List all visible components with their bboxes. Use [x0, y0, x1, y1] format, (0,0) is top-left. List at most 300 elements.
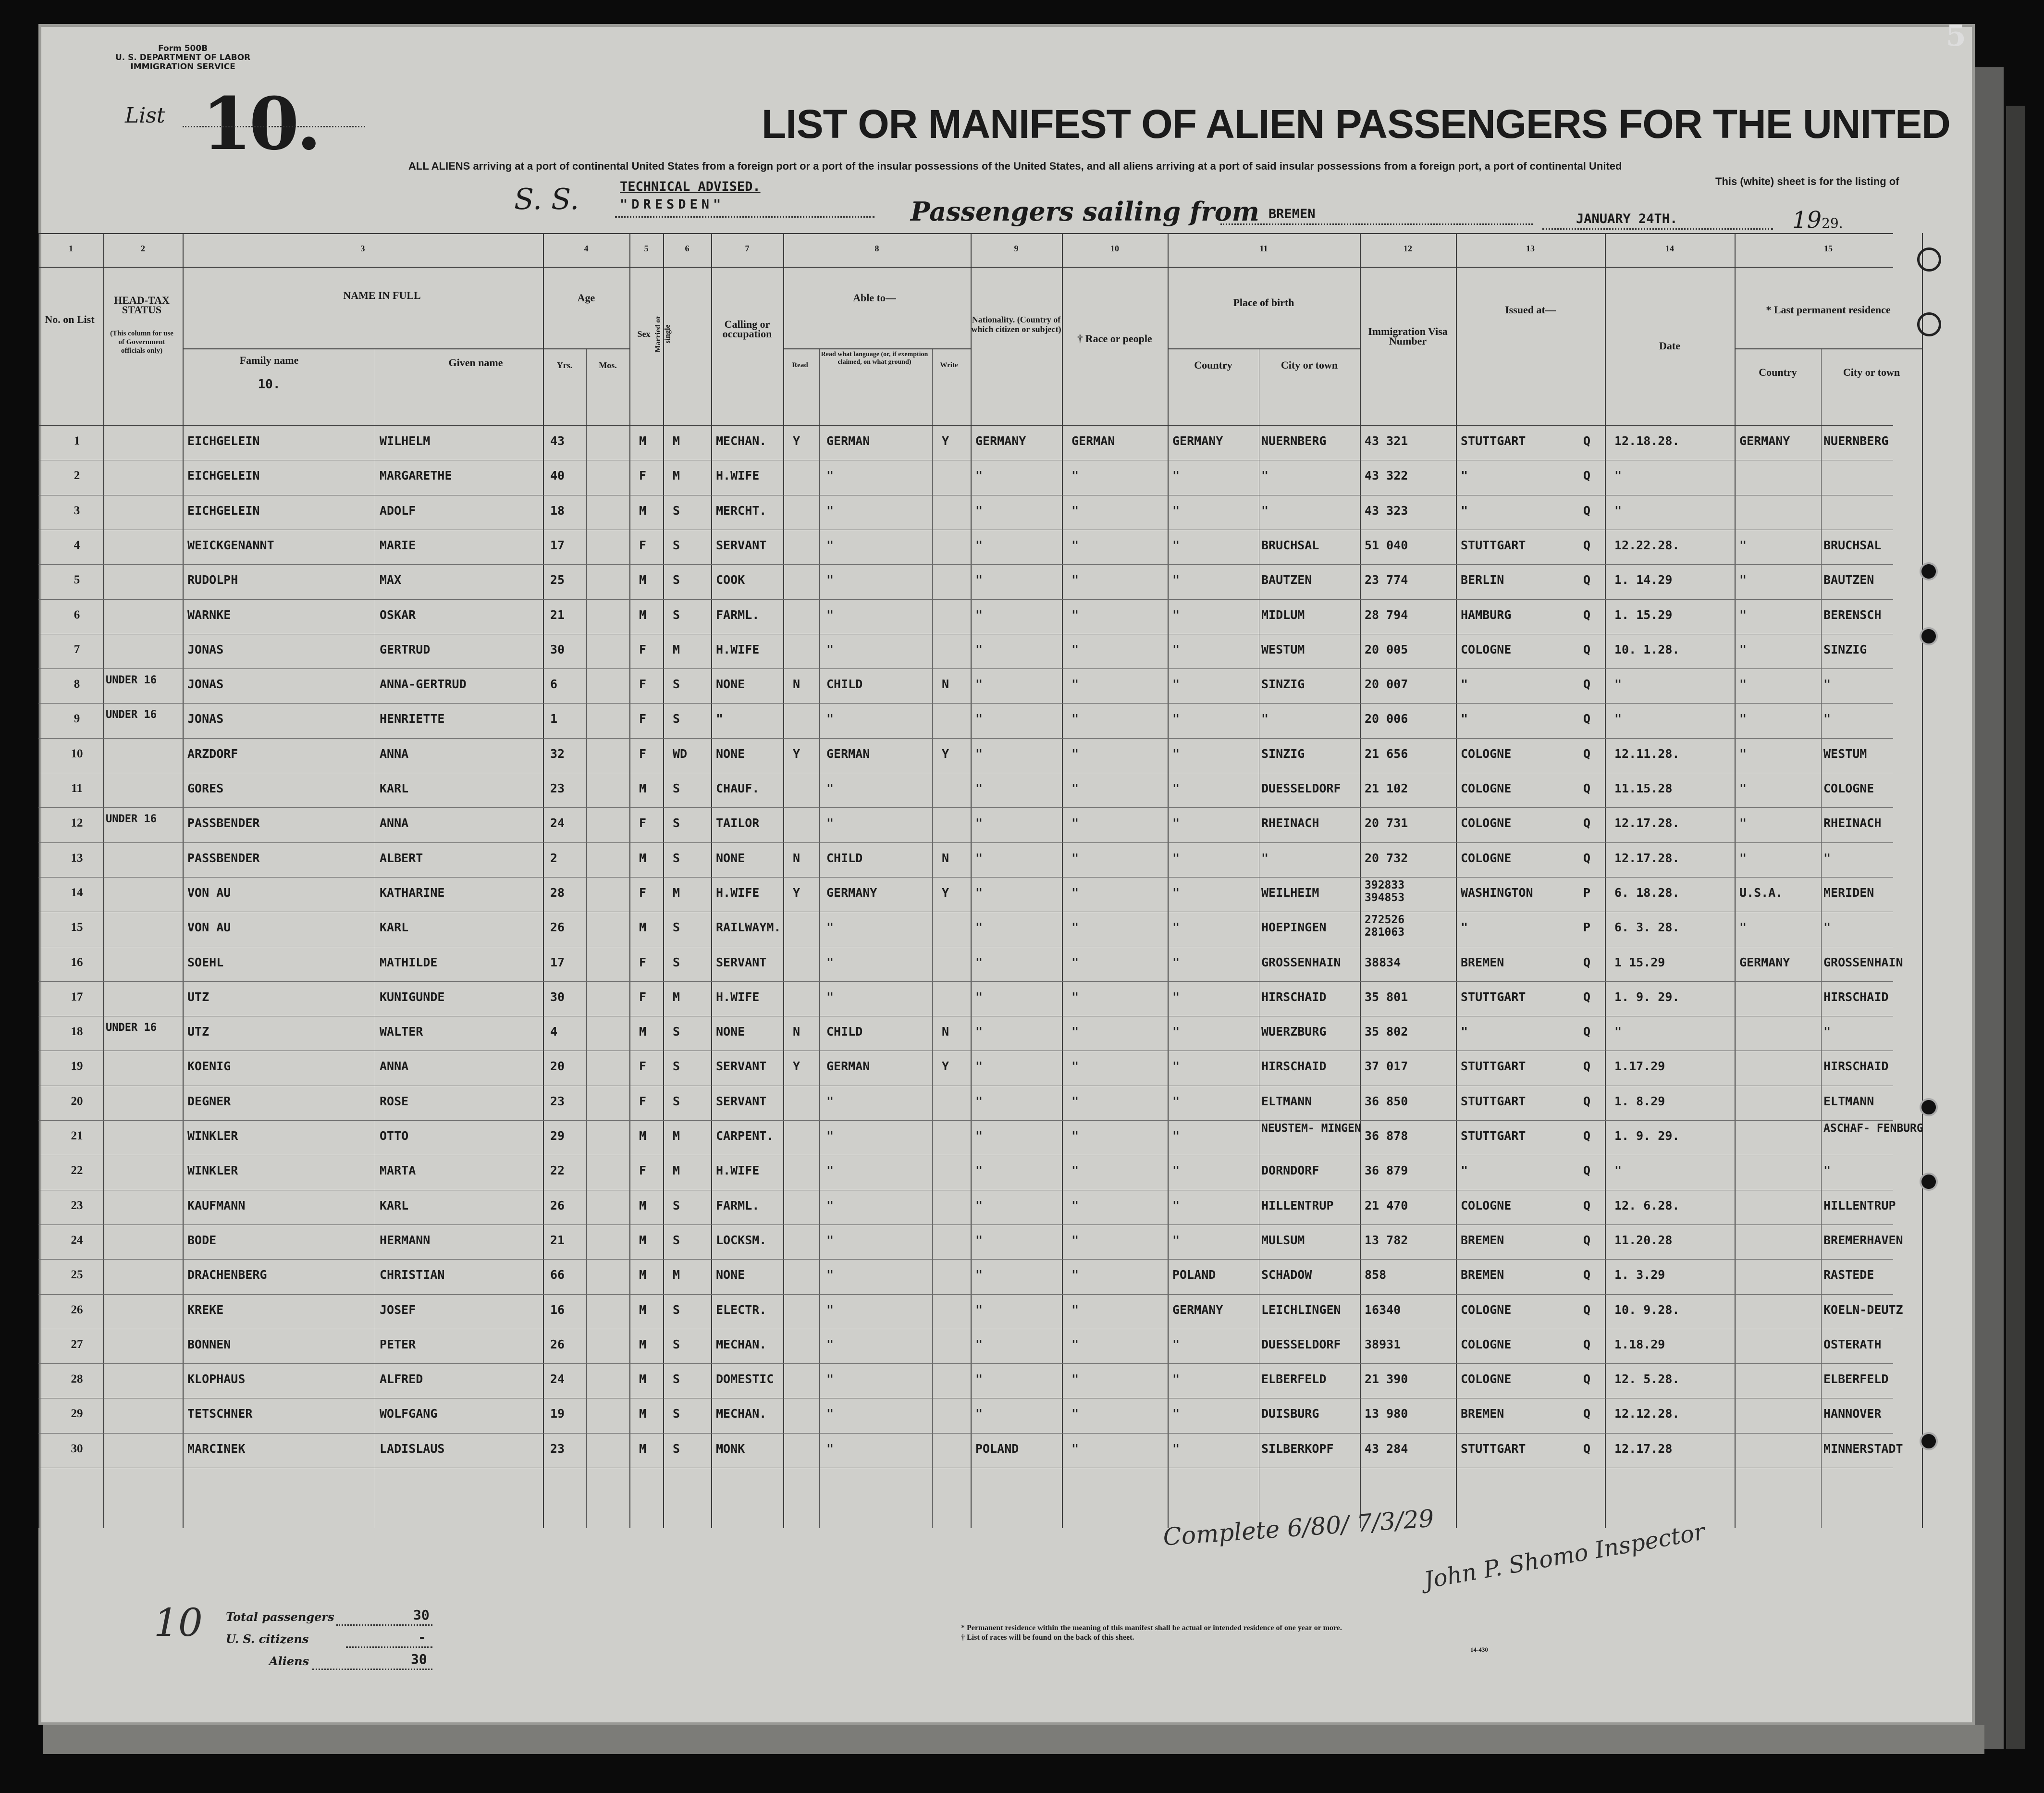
- cell-bcity: ELBERFELD: [1261, 1372, 1327, 1386]
- cell-yrs: 25: [550, 573, 565, 587]
- cell-nat: ": [975, 1129, 983, 1143]
- cell-lang: ": [826, 1441, 834, 1456]
- cell-date: 11.20.28: [1614, 1233, 1673, 1247]
- footnotes: [961, 1623, 1342, 1643]
- cell-q: Q: [1583, 1407, 1591, 1421]
- cell-rcity: HANNOVER: [1823, 1407, 1882, 1421]
- cell-yrs: 4: [550, 1025, 558, 1039]
- cell-bcity: DUESSELDORF: [1261, 781, 1341, 795]
- aliens-value: 30: [411, 1651, 427, 1667]
- cell-q: Q: [1583, 642, 1591, 656]
- cell-bcountry: ": [1172, 1337, 1180, 1351]
- cell-q: Q: [1583, 955, 1591, 969]
- cell-write: Y: [942, 885, 949, 900]
- form-code: 14-430: [1470, 1646, 1488, 1653]
- cell-rcountry: ": [1739, 642, 1747, 656]
- cell-tax: UNDER 16: [106, 813, 157, 826]
- cell-ms: S: [673, 677, 680, 692]
- column-divider: [711, 233, 712, 1528]
- cell-q: Q: [1583, 1025, 1591, 1039]
- cell-given: ANNA-GERTRUD: [380, 677, 467, 692]
- cell-ms: S: [673, 1094, 680, 1108]
- column-number: 12: [1404, 244, 1412, 253]
- cell-rcountry: GERMANY: [1739, 434, 1790, 448]
- cell-rcity: HIRSCHAID: [1823, 1059, 1889, 1074]
- cell-sex: F: [639, 955, 647, 969]
- row-divider: [38, 703, 1893, 704]
- cell-given: KARL: [380, 920, 409, 935]
- cell-occ: SERVANT: [716, 538, 767, 552]
- cell-issued: COLOGNE: [1461, 1198, 1512, 1212]
- cell-family: KAUFMANN: [187, 1198, 246, 1212]
- cell-nat: ": [975, 1302, 983, 1317]
- cell-date: 6. 3. 28.: [1614, 920, 1680, 935]
- sailing-label: Passengers sailing from: [911, 196, 1259, 227]
- cell-occ: H.WIFE: [716, 989, 760, 1004]
- cell-visa: 38834: [1365, 955, 1401, 969]
- cell-q: Q: [1583, 1129, 1591, 1143]
- manifest-title: LIST OR MANIFEST OF ALIEN PASSENGERS FOR THE UNITED: [762, 101, 1950, 147]
- cell-nat: ": [975, 920, 983, 935]
- cell-issued: ": [1461, 1025, 1468, 1039]
- hdr-name-in-full: NAME IN FULL: [343, 289, 421, 301]
- form-line-1: Form 500B: [158, 44, 208, 53]
- cell-occ: H.WIFE: [716, 1163, 760, 1178]
- cell-issued: COLOGNE: [1461, 1302, 1512, 1317]
- cell-q: P: [1583, 920, 1591, 935]
- column-number: 2: [141, 244, 145, 253]
- cell-visa: 35 801: [1365, 989, 1408, 1004]
- cell-q: Q: [1583, 816, 1591, 830]
- cell-occ: MECHAN.: [716, 1337, 767, 1351]
- cell-race: ": [1071, 1372, 1079, 1386]
- cell-family: WEICKGENANNT: [187, 538, 274, 552]
- cell-no: 12: [71, 816, 83, 830]
- cell-date: 12.11.28.: [1614, 746, 1680, 761]
- binding-hole: [1920, 1098, 1938, 1116]
- cell-no: 18: [71, 1025, 83, 1039]
- cell-race: ": [1071, 920, 1079, 935]
- cell-ms: S: [673, 1337, 680, 1351]
- cell-family: SOEHL: [187, 955, 224, 969]
- column-divider: [971, 233, 972, 1528]
- hdr-read-language: Read what language (or, if exemption claimed, on what ground): [821, 351, 928, 366]
- column-divider: [1605, 233, 1606, 1528]
- cell-visa: 858: [1365, 1268, 1387, 1282]
- cell-bcountry: ": [1172, 746, 1180, 761]
- cell-sex: M: [639, 573, 647, 587]
- cell-visa: 21 390: [1365, 1372, 1408, 1386]
- cell-race: ": [1071, 1233, 1079, 1247]
- cell-lang: ": [826, 989, 834, 1004]
- cell-sex: F: [639, 712, 647, 726]
- cell-read: Y: [793, 885, 800, 900]
- cell-visa: 20 731: [1365, 816, 1408, 830]
- cell-ms: S: [673, 1025, 680, 1039]
- cell-bcountry: ": [1172, 503, 1180, 518]
- cell-bcity: DUISBURG: [1261, 1407, 1319, 1421]
- date-underline: [1542, 228, 1773, 230]
- cell-ms: S: [673, 1372, 680, 1386]
- row-divider: [38, 1363, 1893, 1364]
- cell-no: 15: [71, 921, 83, 934]
- cell-family: ARZDORF: [187, 746, 238, 761]
- cell-bcountry: ": [1172, 1233, 1180, 1247]
- cell-no: 19: [71, 1060, 83, 1073]
- cell-date: ": [1614, 503, 1622, 518]
- hdr-birth-country: Country: [1194, 359, 1232, 371]
- cell-sex: F: [639, 677, 647, 692]
- cell-occ: SERVANT: [716, 1094, 767, 1108]
- cell-yrs: 21: [550, 1233, 565, 1247]
- cell-race: ": [1071, 1441, 1079, 1456]
- cell-issued: STUTTGART: [1461, 434, 1526, 448]
- cell-issued: BERLIN: [1461, 573, 1504, 587]
- cell-occ: NONE: [716, 746, 745, 761]
- cell-family: UTZ: [187, 989, 209, 1004]
- cell-bcity: RHEINACH: [1261, 816, 1319, 830]
- cell-ms: S: [673, 781, 680, 795]
- year-prefix: 19: [1792, 207, 1822, 234]
- column-divider: [1735, 233, 1736, 1528]
- sailing-port: BREMEN: [1268, 207, 1316, 222]
- cell-issued: COLOGNE: [1461, 746, 1512, 761]
- cell-bcity: WUERZBURG: [1261, 1025, 1327, 1039]
- cell-issued: ": [1461, 712, 1468, 726]
- cell-bcountry: ": [1172, 1198, 1180, 1212]
- cell-given: ADOLF: [380, 503, 416, 518]
- row-divider: [38, 981, 1893, 982]
- cell-yrs: 16: [550, 1302, 565, 1317]
- cell-yrs: 66: [550, 1268, 565, 1282]
- cell-q: Q: [1583, 1337, 1591, 1351]
- cell-visa: 392833 394853: [1365, 878, 1405, 904]
- cell-date: 12. 6.28.: [1614, 1198, 1680, 1212]
- cell-bcity: NEUSTEM- MINGEN: [1261, 1122, 1361, 1135]
- cell-visa: 35 802: [1365, 1025, 1408, 1039]
- binding-hole: [1920, 1173, 1938, 1191]
- cell-nat: ": [975, 851, 983, 865]
- cell-rcountry: ": [1739, 781, 1747, 795]
- cell-occ: NONE: [716, 851, 745, 865]
- cell-date: 12.18.28.: [1614, 434, 1680, 448]
- cell-nat: ": [975, 1198, 983, 1212]
- cell-occ: SERVANT: [716, 1059, 767, 1074]
- hdr-last-residence: * Last permanent residence: [1766, 304, 1891, 316]
- cell-visa: 23 774: [1365, 573, 1408, 587]
- sub-column-divider: [932, 348, 933, 1528]
- cell-lang: GERMAN: [826, 746, 870, 761]
- cell-race: ": [1071, 1129, 1079, 1143]
- cell-occ: CHAUF.: [716, 781, 760, 795]
- cell-sex: M: [639, 1337, 647, 1351]
- cell-write: Y: [942, 746, 949, 761]
- cell-lang: CHILD: [826, 1025, 863, 1039]
- cell-family: JONAS: [187, 677, 224, 692]
- aliens-dots: [312, 1669, 432, 1670]
- cell-lang: ": [826, 469, 834, 483]
- cell-yrs: 19: [550, 1407, 565, 1421]
- sub-header-divider: [543, 348, 629, 349]
- cell-sex: F: [639, 989, 647, 1004]
- cell-yrs: 30: [550, 989, 565, 1004]
- cell-ms: S: [673, 851, 680, 865]
- cell-family: RUDOLPH: [187, 573, 238, 587]
- cell-occ: SERVANT: [716, 955, 767, 969]
- cell-sex: F: [639, 1094, 647, 1108]
- cell-bcity: ELTMANN: [1261, 1094, 1312, 1108]
- cell-nat: ": [975, 469, 983, 483]
- cell-bcountry: ": [1172, 816, 1180, 830]
- cell-bcountry: ": [1172, 573, 1180, 587]
- cell-bcity: LEICHLINGEN: [1261, 1302, 1341, 1317]
- cell-yrs: 26: [550, 1198, 565, 1212]
- cell-lang: CHILD: [826, 677, 863, 692]
- page-number: 5: [1946, 19, 1966, 53]
- cell-lang: GERMANY: [826, 885, 877, 900]
- cell-given: WILHELM: [380, 434, 431, 448]
- cell-rcity: ": [1823, 1025, 1831, 1039]
- cell-issued: STUTTGART: [1461, 538, 1526, 552]
- cell-no: 14: [71, 886, 83, 899]
- cell-no: 1: [74, 434, 80, 447]
- cell-no: 28: [71, 1373, 83, 1386]
- cell-family: TETSCHNER: [187, 1407, 253, 1421]
- manifest-subtitle-2: This (white) sheet is for the listing of: [1715, 175, 1899, 187]
- cell-nat: ": [975, 885, 983, 900]
- cell-sex: M: [639, 1233, 647, 1247]
- cell-nat: ": [975, 816, 983, 830]
- cell-nat: ": [975, 1233, 983, 1247]
- cell-q: Q: [1583, 607, 1591, 622]
- cell-given: MARTA: [380, 1163, 416, 1178]
- cell-family: GORES: [187, 781, 224, 795]
- cell-visa: 20 006: [1365, 712, 1408, 726]
- cell-no: 13: [71, 851, 83, 865]
- total-passengers-value: 30: [413, 1607, 430, 1623]
- cell-family: DEGNER: [187, 1094, 231, 1108]
- cell-q: P: [1583, 885, 1591, 900]
- cell-bcity: MIDLUM: [1261, 607, 1305, 622]
- hdr-married: Married or single: [654, 315, 672, 353]
- cell-no: 2: [74, 469, 80, 482]
- total-passengers-label: Total passengers: [226, 1610, 334, 1624]
- hdr-no-on-list: No. on List: [45, 313, 95, 325]
- cell-issued: ": [1461, 677, 1468, 692]
- cell-bcity: BAUTZEN: [1261, 573, 1312, 587]
- cell-write: Y: [942, 1059, 949, 1074]
- cell-bcity: DUESSELDORF: [1261, 1337, 1341, 1351]
- cell-visa: 36 879: [1365, 1163, 1408, 1178]
- cell-ms: S: [673, 712, 680, 726]
- cell-rcity: ELTMANN: [1823, 1094, 1874, 1108]
- cell-yrs: 24: [550, 816, 565, 830]
- cell-sex: M: [639, 1129, 647, 1143]
- cell-nat: ": [975, 573, 983, 587]
- cell-bcity: ": [1261, 851, 1269, 865]
- cell-nat: POLAND: [975, 1441, 1019, 1456]
- cell-family: KOENIG: [187, 1059, 231, 1074]
- cell-visa: 36 850: [1365, 1094, 1408, 1108]
- cell-issued: WASHINGTON: [1461, 885, 1533, 900]
- cell-visa: 28 794: [1365, 607, 1408, 622]
- cell-race: ": [1071, 816, 1079, 830]
- column-number: 4: [584, 244, 589, 253]
- cell-no: 30: [71, 1442, 83, 1455]
- cell-occ: MECHAN.: [716, 434, 767, 448]
- cell-nat: ": [975, 955, 983, 969]
- list-number: 10.: [202, 82, 319, 166]
- cell-ms: S: [673, 1059, 680, 1074]
- cell-given: WOLFGANG: [380, 1407, 438, 1421]
- cell-no: 4: [74, 538, 80, 552]
- hdr-date: Date: [1659, 340, 1680, 352]
- cell-q: Q: [1583, 1198, 1591, 1212]
- cell-read: Y: [793, 434, 800, 448]
- cell-given: HENRIETTE: [380, 712, 445, 726]
- cell-sex: M: [639, 607, 647, 622]
- cell-race: ": [1071, 989, 1079, 1004]
- cell-visa: 20 005: [1365, 642, 1408, 656]
- cell-nat: ": [975, 642, 983, 656]
- hdr-given-name: Given name: [448, 357, 503, 369]
- cell-q: Q: [1583, 538, 1591, 552]
- cell-rcountry: ": [1739, 851, 1747, 865]
- cell-given: GERTRUD: [380, 642, 431, 656]
- cell-q: Q: [1583, 573, 1591, 587]
- cell-race: ": [1071, 1302, 1079, 1317]
- cell-ms: S: [673, 1407, 680, 1421]
- cell-nat: ": [975, 1337, 983, 1351]
- cell-no: 26: [71, 1303, 83, 1316]
- cell-q: Q: [1583, 989, 1591, 1004]
- cell-write: N: [942, 1025, 949, 1039]
- cell-sex: M: [639, 781, 647, 795]
- cell-race: ": [1071, 851, 1079, 865]
- cell-rcity: ": [1823, 712, 1831, 726]
- cell-q: Q: [1583, 746, 1591, 761]
- column-number: 9: [1014, 244, 1019, 253]
- cell-no: 24: [71, 1233, 83, 1247]
- cell-visa: 37 017: [1365, 1059, 1408, 1074]
- cell-date: 1. 8.29: [1614, 1094, 1665, 1108]
- cell-bcity: ": [1261, 712, 1269, 726]
- cell-yrs: 23: [550, 1441, 565, 1456]
- cell-sex: M: [639, 1441, 647, 1456]
- footnote-races: † List of races will be found on the back of this sheet.: [961, 1633, 1134, 1642]
- cell-date: 12.12.28.: [1614, 1407, 1680, 1421]
- cell-date: 1. 14.29: [1614, 573, 1673, 587]
- cell-date: 1 15.29: [1614, 955, 1665, 969]
- cell-q: Q: [1583, 677, 1591, 692]
- hdr-head-tax: HEAD-TAX STATUS: [114, 294, 170, 316]
- cell-bcountry: ": [1172, 989, 1180, 1004]
- cell-q: Q: [1583, 851, 1591, 865]
- cell-ms: M: [673, 1163, 680, 1178]
- cell-rcity: RHEINACH: [1823, 816, 1882, 830]
- cell-no: 11: [71, 782, 83, 795]
- cell-bcountry: ": [1172, 677, 1180, 692]
- cell-rcountry: ": [1739, 538, 1747, 552]
- cell-rcity: ": [1823, 851, 1831, 865]
- cell-bcountry: ": [1172, 851, 1180, 865]
- cell-rcountry: U.S.A.: [1739, 885, 1783, 900]
- manifest-subtitle: ALL ALIENS arriving at a port of continental United States from a foreign port or a port of the insular possessions of the United States, and all aliens arriving at a port of said insular possessions from a foreign port, a port of continental United: [408, 160, 1622, 172]
- cell-race: ": [1071, 1163, 1079, 1178]
- cell-sex: M: [639, 1302, 647, 1317]
- cell-date: 12.17.28.: [1614, 816, 1680, 830]
- cell-visa: 21 656: [1365, 746, 1408, 761]
- cell-occ: H.WIFE: [716, 642, 760, 656]
- cell-visa: 13 782: [1365, 1233, 1408, 1247]
- cell-occ: CARPENT.: [716, 1129, 774, 1143]
- cell-lang: ": [826, 1094, 834, 1108]
- cell-lang: ": [826, 1407, 834, 1421]
- cell-given: KATHARINE: [380, 885, 445, 900]
- cell-given: OSKAR: [380, 607, 416, 622]
- cell-lang: ": [826, 642, 834, 656]
- cell-issued: COLOGNE: [1461, 816, 1512, 830]
- cell-sex: F: [639, 1059, 647, 1074]
- cell-bcity: SCHADOW: [1261, 1268, 1312, 1282]
- cell-given: WALTER: [380, 1025, 423, 1039]
- cell-occ: TAILOR: [716, 816, 760, 830]
- cell-rcity: SINZIG: [1823, 642, 1867, 656]
- ss-label: S. S.: [514, 183, 579, 216]
- cell-given: LADISLAUS: [380, 1441, 445, 1456]
- cell-ms: S: [673, 955, 680, 969]
- cell-ms: M: [673, 1129, 680, 1143]
- sheet-bottom-edge: [43, 1725, 1984, 1754]
- row-divider: [38, 599, 1893, 600]
- cell-rcountry: ": [1739, 607, 1747, 622]
- hdr-list-ref: 10.: [258, 377, 281, 392]
- cell-visa: 20 007: [1365, 677, 1408, 692]
- citizens-dots: [346, 1646, 432, 1648]
- cell-yrs: 18: [550, 503, 565, 518]
- cell-nat: ": [975, 1372, 983, 1386]
- cell-ms: M: [673, 642, 680, 656]
- form-line-2: U. S. DEPARTMENT OF LABOR: [115, 53, 251, 62]
- cell-lang: ": [826, 1268, 834, 1282]
- cell-bcountry: ": [1172, 885, 1180, 900]
- cell-race: ": [1071, 1025, 1079, 1039]
- row-divider: [38, 1120, 1893, 1121]
- cell-visa: 16340: [1365, 1302, 1401, 1317]
- cell-given: KARL: [380, 781, 409, 795]
- cell-race: ": [1071, 1337, 1079, 1351]
- cell-no: 17: [71, 990, 83, 1003]
- cell-issued: COLOGNE: [1461, 1372, 1512, 1386]
- cell-sex: M: [639, 434, 647, 448]
- hdr-calling: Calling or occupation: [722, 318, 772, 340]
- cell-occ: ELECTR.: [716, 1302, 767, 1317]
- cell-bcountry: GERMANY: [1172, 434, 1223, 448]
- hdr-read: Read: [792, 361, 808, 369]
- cell-nat: ": [975, 1407, 983, 1421]
- column-number: 8: [874, 244, 879, 253]
- column-divider: [103, 233, 104, 1528]
- column-number: 6: [685, 244, 690, 253]
- inspector-signature: John P. Shomo Inspector: [1422, 1518, 1707, 1595]
- cell-q: Q: [1583, 1233, 1591, 1247]
- cell-date: ": [1614, 712, 1622, 726]
- cell-lang: ": [826, 573, 834, 587]
- cell-issued: ": [1461, 920, 1468, 935]
- cell-yrs: 23: [550, 1094, 565, 1108]
- cell-lang: ": [826, 1372, 834, 1386]
- footnote-residence: * Permanent residence within the meaning of this manifest shall be actual or intended residence of one year or more.: [961, 1624, 1342, 1632]
